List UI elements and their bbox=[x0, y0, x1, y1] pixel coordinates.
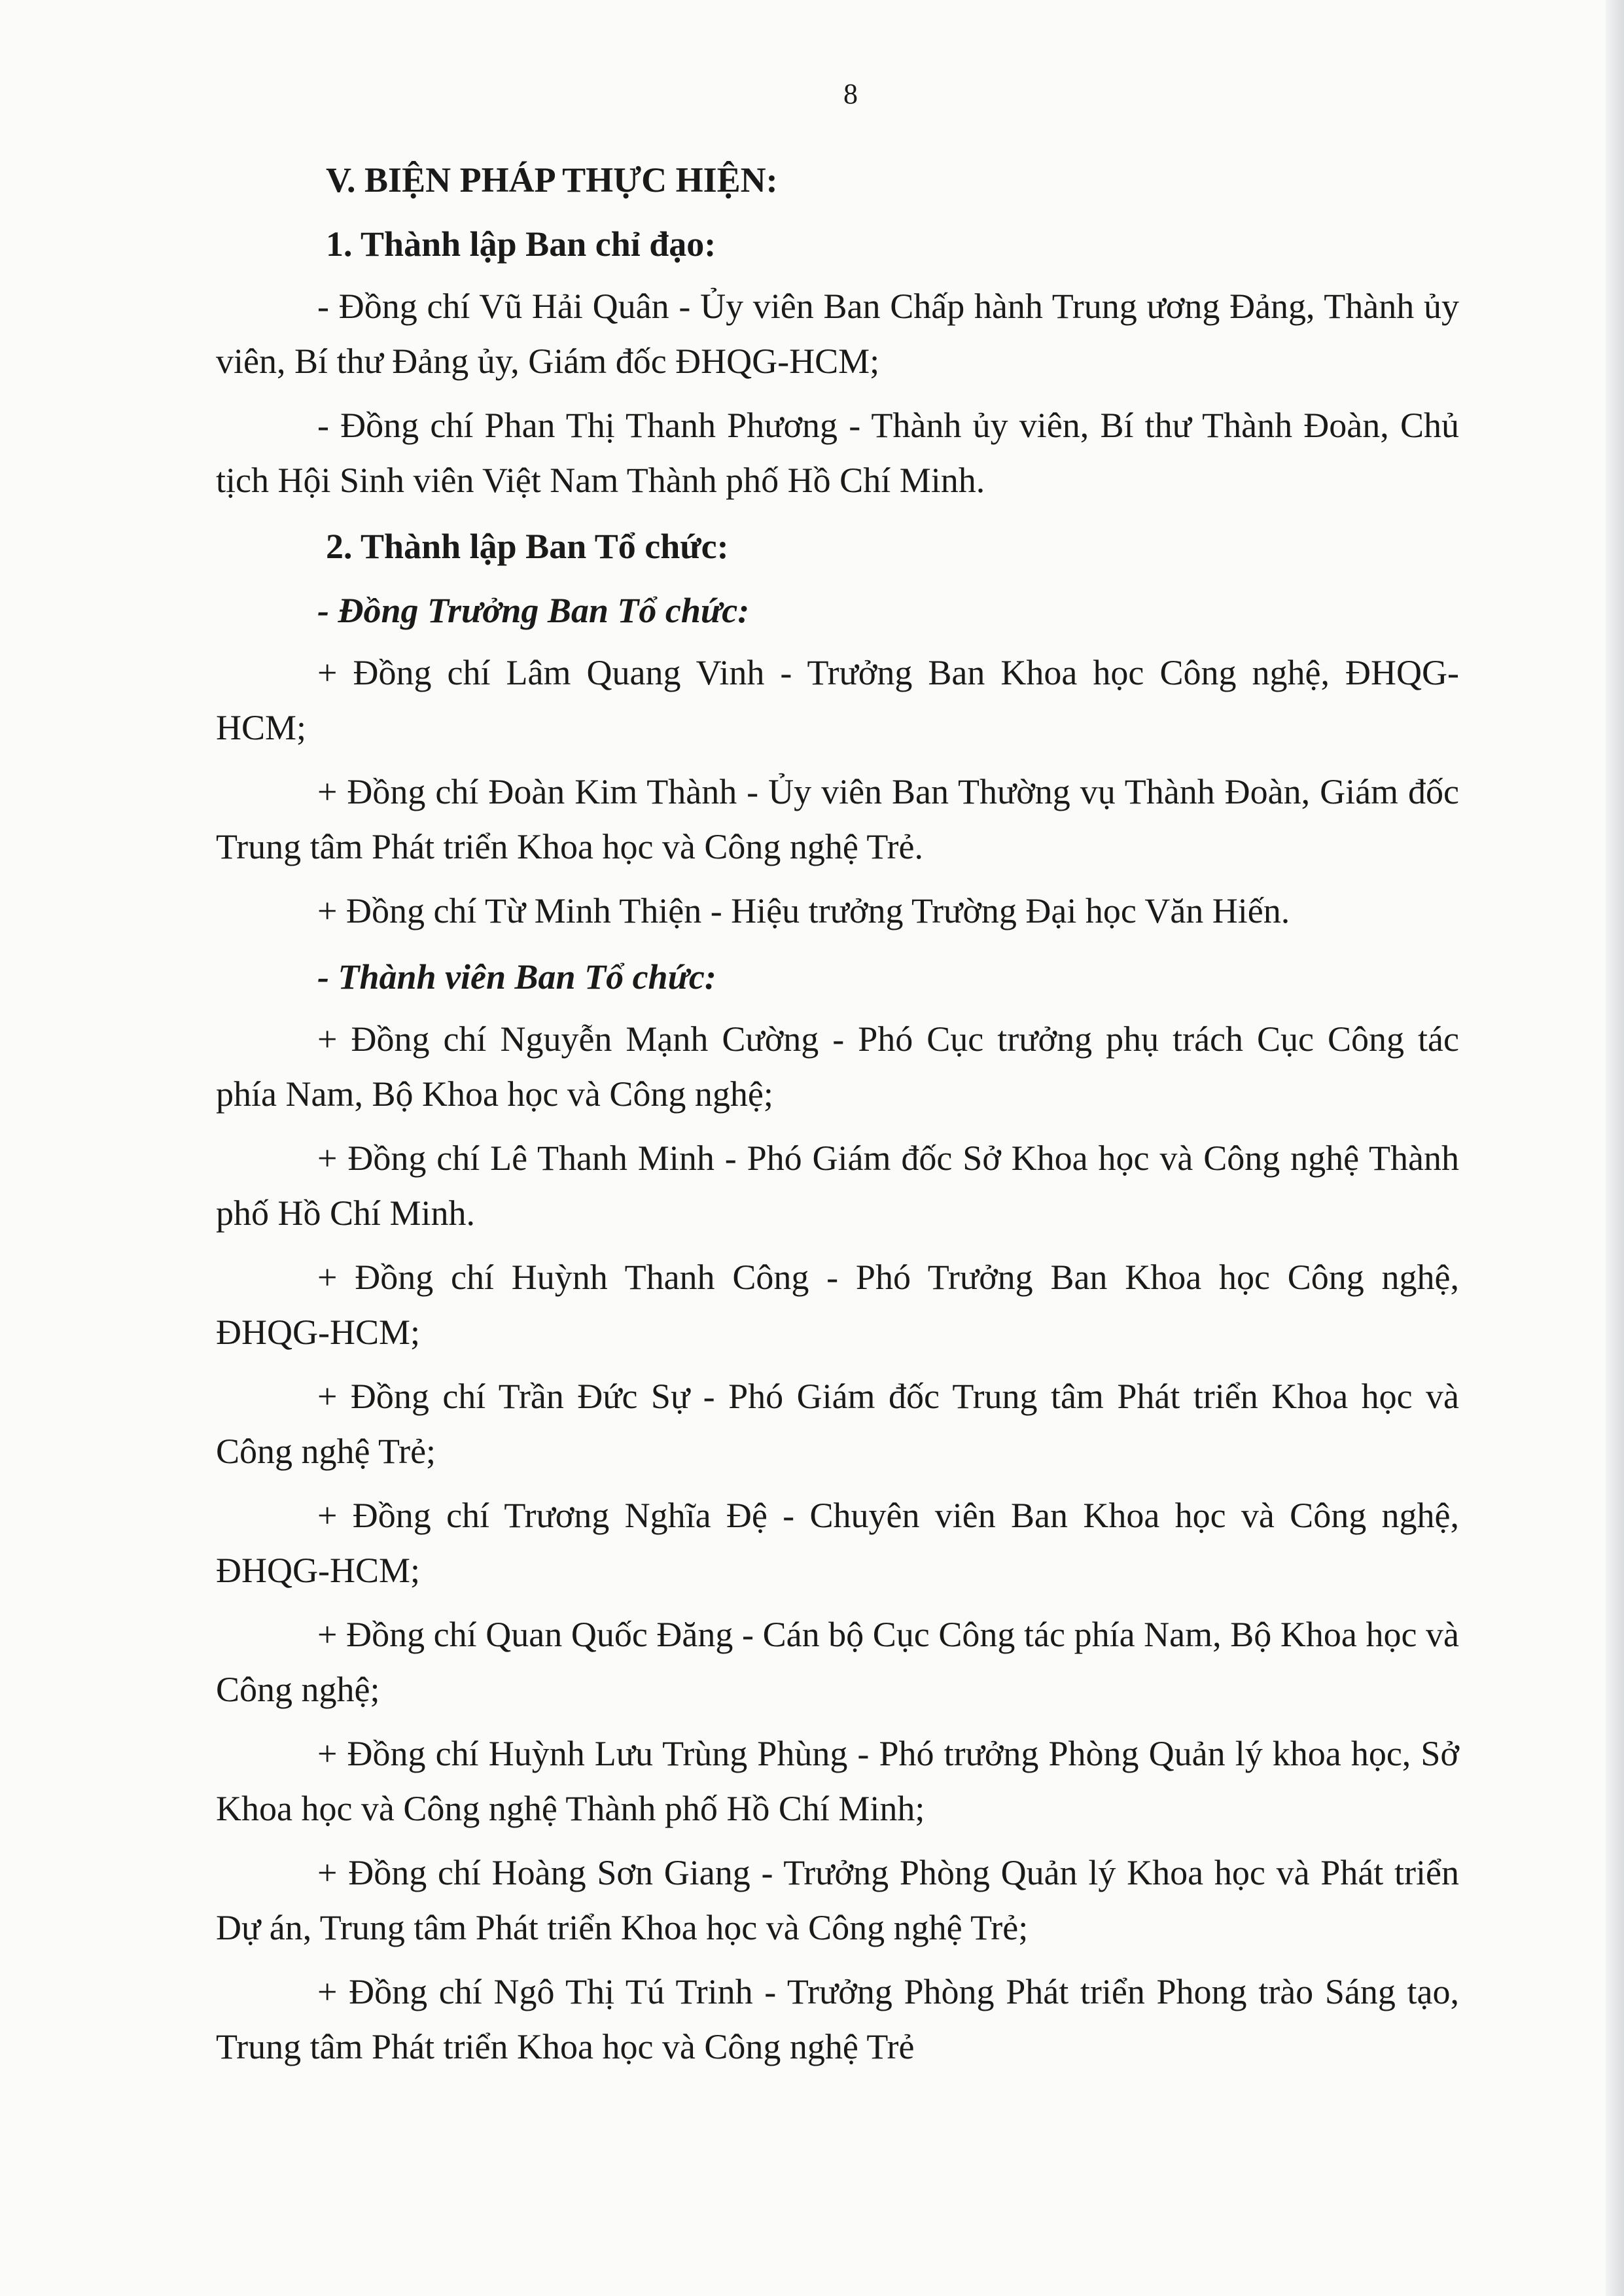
co-head-item: + Đồng chí Đoàn Kim Thành - Ủy viên Ban Thường vụ Thành Đoàn, Giám đốc Trung tâm Phát triển Khoa học và Công nghệ Trẻ. bbox=[216, 772, 1459, 866]
co-heads-title: - Đồng Trưởng Ban Tổ chức: bbox=[317, 591, 750, 630]
steering-member: - Đồng chí Vũ Hải Quân - Ủy viên Ban Chấp hành Trung ương Đảng, Thành ủy viên, Bí thư Đảng ủy, Giám đốc ĐHQG-HCM; bbox=[216, 287, 1459, 381]
member-item: + Đồng chí Huỳnh Lưu Trùng Phùng - Phó trưởng Phòng Quản lý khoa học, Sở Khoa học và Công nghệ Thành phố Hồ Chí Minh; bbox=[216, 1734, 1459, 1828]
member-item: + Đồng chí Huỳnh Thanh Công - Phó Trưởng Ban Khoa học Công nghệ, ĐHQG-HCM; bbox=[216, 1258, 1459, 1352]
members-title: - Thành viên Ban Tổ chức: bbox=[317, 957, 716, 997]
section-heading: V. BIỆN PHÁP THỰC HIỆN: bbox=[326, 160, 778, 200]
member-item: + Đồng chí Trương Nghĩa Đệ - Chuyên viên Ban Khoa học và Công nghệ, ĐHQG-HCM; bbox=[216, 1496, 1459, 1590]
member-item: + Đồng chí Trần Đức Sự - Phó Giám đốc Trung tâm Phát triển Khoa học và Công nghệ Trẻ; bbox=[216, 1377, 1459, 1471]
member-item: + Đồng chí Lê Thanh Minh - Phó Giám đốc Sở Khoa học và Công nghệ Thành phố Hồ Chí Minh. bbox=[216, 1139, 1459, 1233]
steering-member: - Đồng chí Phan Thị Thanh Phương - Thành ủy viên, Bí thư Thành Đoàn, Chủ tịch Hội Sinh viên Việt Nam Thành phố Hồ Chí Minh. bbox=[216, 406, 1459, 500]
member-item: + Đồng chí Nguyễn Mạnh Cường - Phó Cục trưởng phụ trách Cục Công tác phía Nam, Bộ Khoa học và Công nghệ; bbox=[216, 1019, 1459, 1114]
page-number: 8 bbox=[843, 78, 858, 110]
page-edge bbox=[1606, 0, 1624, 2296]
member-item: + Đồng chí Quan Quốc Đăng - Cán bộ Cục Công tác phía Nam, Bộ Khoa học và Công nghệ; bbox=[216, 1615, 1459, 1709]
document-body bbox=[216, 150, 1459, 2083]
member-item: + Đồng chí Hoàng Sơn Giang - Trưởng Phòng Quản lý Khoa học và Phát triển Dự án, Trung tâm Phát triển Khoa học và Công nghệ Trẻ; bbox=[216, 1853, 1459, 1947]
co-head-item: + Đồng chí Lâm Quang Vinh - Trưởng Ban Khoa học Công nghệ, ĐHQG-HCM; bbox=[216, 653, 1459, 747]
steering-committee-title: 1. Thành lập Ban chỉ đạo: bbox=[326, 224, 716, 264]
member-item: + Đồng chí Ngô Thị Tú Trinh - Trưởng Phòng Phát triển Phong trào Sáng tạo, Trung tâm Phát triển Khoa học và Công nghệ Trẻ bbox=[216, 1972, 1459, 2066]
co-head-item: + Đồng chí Từ Minh Thiện - Hiệu trưởng Trường Đại học Văn Hiến. bbox=[317, 891, 1290, 930]
organizing-committee-title: 2. Thành lập Ban Tổ chức: bbox=[326, 527, 729, 566]
